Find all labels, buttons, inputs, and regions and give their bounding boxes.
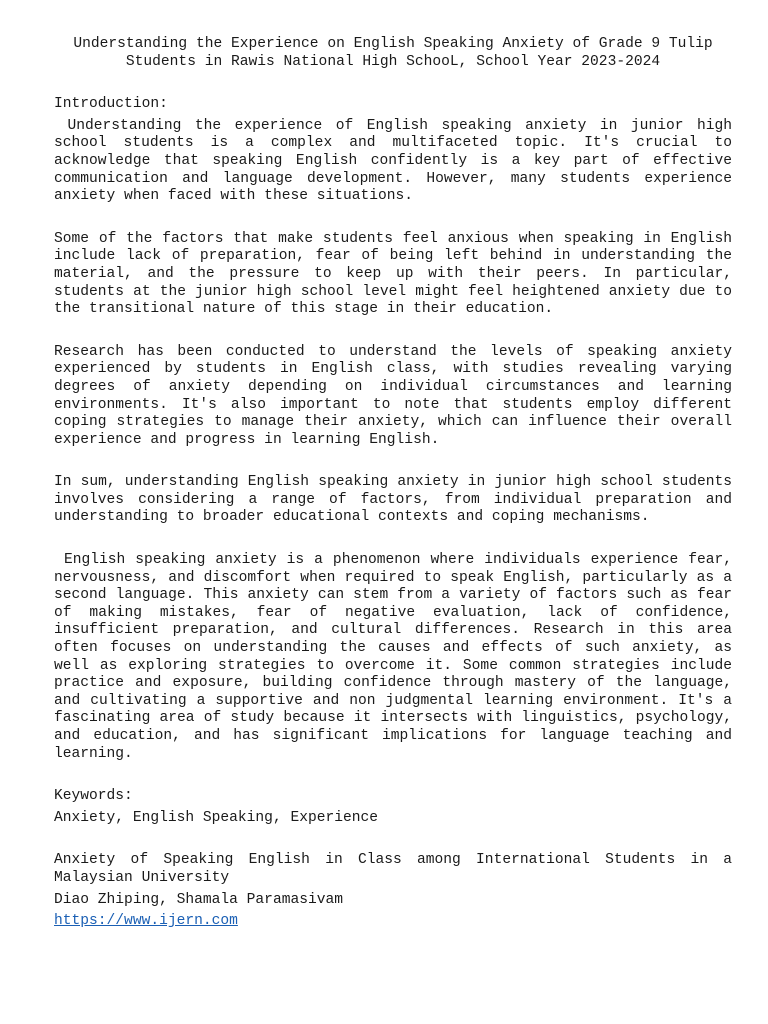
intro-paragraph-1: Understanding the experience of English speaking anxiety in junior high school students is a complex and multifaceted topic. It's crucial to acknowledge that speaking English confidently is a key part of effective communication and language development. However, many students experience anxiety when faced with these situations.: [54, 117, 741, 205]
reference-title: Anxiety of Speaking English in Class among International Students in a Malaysian University: [54, 852, 732, 886]
introduction-heading: Introduction:: [54, 96, 168, 113]
intro-paragraph-4: In sum, understanding English speaking anxiety in junior high school students involves considering a range of factors, from individual preparation and understanding to broader educational contexts and coping mechanisms.: [54, 474, 741, 526]
reference-link-line: [54, 913, 732, 931]
reference-authors: Diao Zhiping, Shamala Paramasivam: [54, 891, 344, 908]
document-title: [54, 36, 732, 71]
document-page: [54, 36, 741, 931]
intro-paragraph-3: Research has been conducted to understand the levels of speaking anxiety experienced by students in English class, with studies revealing varying degrees of anxiety depending on individual circumstances and learning environments. It's also important to note that students employ different coping strategies to manage their anxiety, which can influence their overall experience and progress in learning English.: [54, 343, 741, 448]
intro-paragraph-5: English speaking anxiety is a phenomenon where individuals experience fear, nervousness, and discomfort when required to speak English, particularly as a second language. This anxiety can stem from a variety of factors such as fear of making mistakes, fear of negative evaluation, lack of confidence, insufficient preparation, and cultural differences. Research in this area often focuses on understanding the causes and effects of such anxiety, as well as exploring strategies to overcome it. Some common strategies include practice and exposure, building confidence through mastery of the language, and cultivating a supportive and non judgmental learning environment. It's a fascinating area of study because it intersects with linguistics, psychology, and education, and has significant implications for language teaching and learning.: [54, 552, 741, 762]
intro-paragraph-2: Some of the factors that make students feel anxious when speaking in English include lack of preparation, fear of being left behind in understanding the material, and the pressure to keep up with their peers. In particular, students at the junior high school level might feel heightened anxiety due to the transitional nature of this stage in their education.: [54, 230, 741, 318]
reference-link[interactable]: https://www.ijern.com: [54, 913, 238, 930]
keywords-heading: Keywords:: [54, 788, 133, 805]
title-line-2: Students in Rawis National High SchooL, School Year 2023-2024: [125, 53, 661, 70]
keywords-text: Anxiety, English Speaking, Experience: [54, 809, 379, 826]
title-line-1: Understanding the Experience on English Speaking Anxiety of Grade 9 Tulip: [73, 36, 713, 52]
